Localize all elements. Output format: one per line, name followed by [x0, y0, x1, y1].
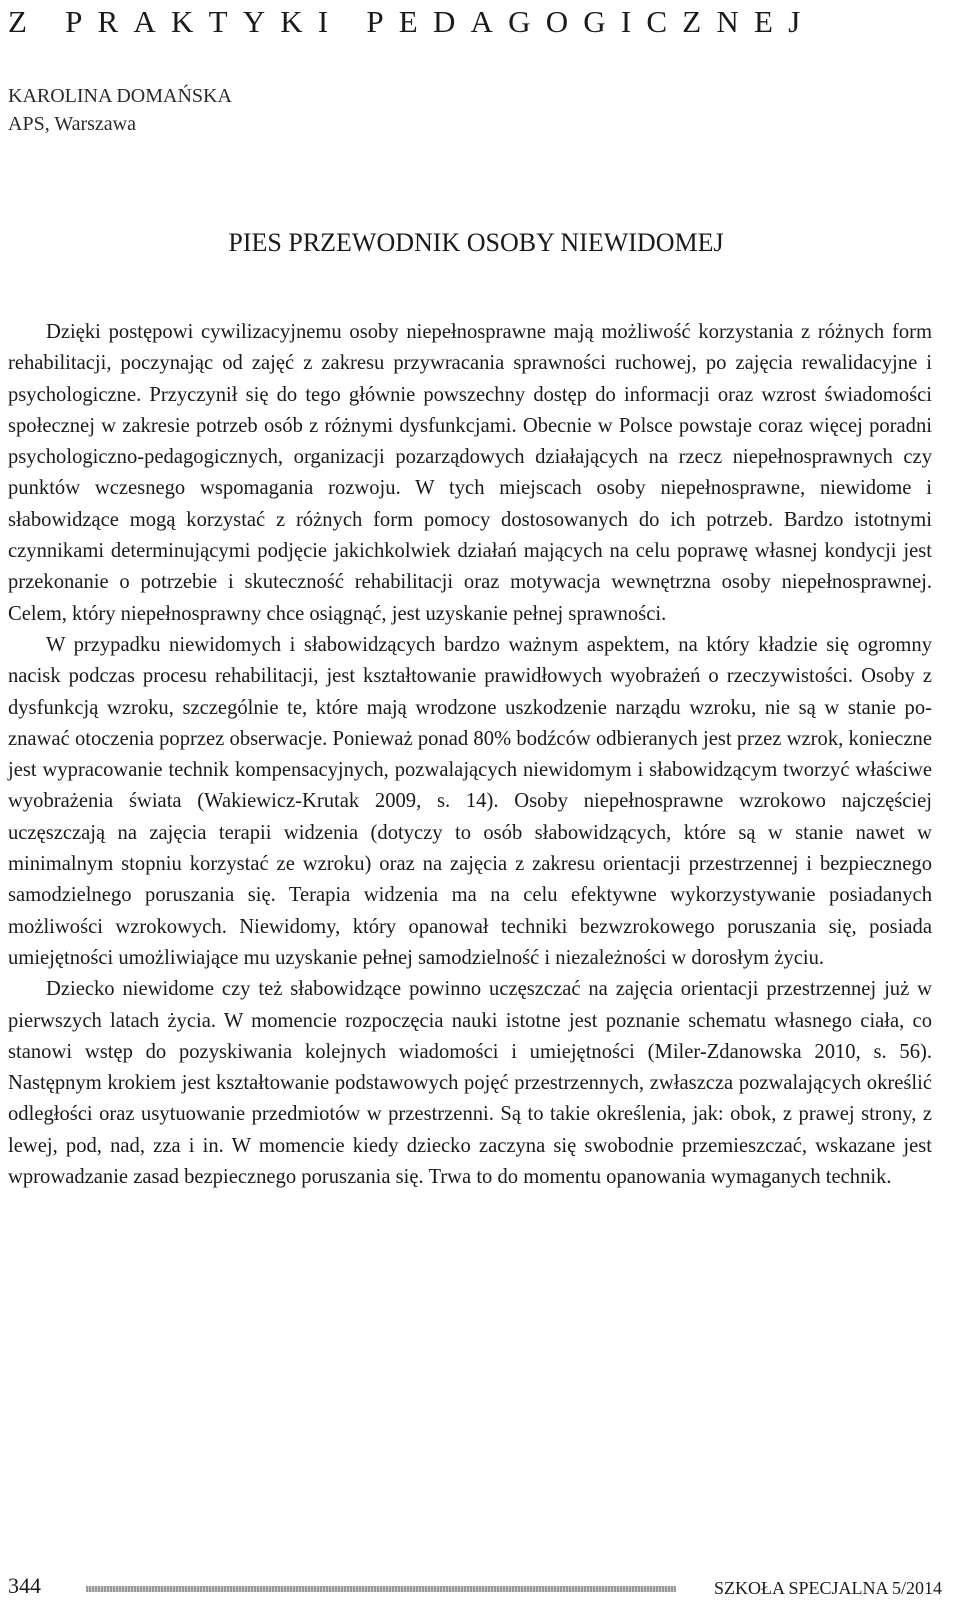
article-body — [8, 317, 932, 1193]
author-block — [8, 82, 232, 138]
paragraph-2: W przypadku niewidomych i słabowidzących bardzo ważnym aspektem, na który kładzie się ogromny nacisk podczas procesu rehabilitacji, jest kształtowanie prawidłowych wyobrażeń o rzeczywistości. Osoby z dysfunkcją wzroku, szczególnie te, które mają wrodzone uszkodzenie narządu wzroku, nie są w stanie poznawać otoczenia poprzez obserwacje. Ponieważ ponad 80% bodźców odbieranych jest przez wzrok, konieczne jest wypracowanie technik kompensacyjnych, pozwalających niewidomym i słabowidzącym tworzyć właściwe wyobrażenia świata (Wakiewicz-Krutak 2009, s. 14). Osoby niepełnosprawne wzrokowo najczęściej uczęszczają na zajęcia terapii widzenia (dotyczy to osób słabowidzących, które są w stanie nawet w minimalnym stopniu korzystać ze wzroku) oraz na zajęcia z zakresu orientacji przestrzennej i bezpiecznego samodzielnego poruszania się. Terapia widzenia ma na celu efektywne wykorzystywanie posiadanych możliwości wzrokowych. Niewidomy, który opanował techniki bezwzrokowego poruszania się, posiada umiejętności umożliwiające mu uzyskanie pełnej samodzielność i niezależności w dorosłym życiu. — [8, 633, 932, 969]
section-header: Z PRAKTYKI PEDAGOGICZNEJ — [8, 4, 816, 39]
footer-divider — [86, 1586, 676, 1592]
author-affiliation: APS, Warszawa — [8, 113, 136, 135]
paragraph-3: Dziecko niewidome czy też słabowidzące powinno uczęszczać na zajęcia orientacji przestrzennej już w pierwszych latach życia. W momencie rozpoczęcia nauki istotne jest poznanie schematu własnego ciała, co stanowi wstęp do pozyskiwania kolejnych wiadomości i umiejętności (Miler-Zdanowska 2010, s. 56). Następnym krokiem jest kształtowanie podstawowych pojęć przestrzennych, zwłaszcza pozwalających określić odległości oraz usytuowanie przedmiotów w przestrzenni. Są to takie określenia, jak: obok, z prawej strony, z lewej, pod, nad, zza i in. W momencie kiedy dziecko zaczyna się swobodnie przemieszczać, wskazane jest wprowadzanie zasad bezpiecznego poruszania się. Trwa to do momentu opanowania wymaganych technik. — [8, 978, 932, 1189]
document-page — [6, 0, 954, 1619]
paragraph-1: Dzięki postępowi cywilizacyjnemu osoby niepełnosprawne mają możliwość korzystania z różnych form rehabilitacji, poczynając od zajęć z zakresu przywracania sprawności ruchowej, po zajęcia rewalidacyjne i psychologiczne. Przyczynił się do tego głównie powszechny dostęp do informacji oraz wzrost świadomości społecznej w zakresie potrzeb osób z różnymi dysfunkcjami. Obecnie w Polsce powstaje coraz więcej poradni psychologiczno-pedagogicznych, organizacji pozarządowych działających na rzecz niepełnosprawnych czy punktów wczesnego wspomagania rozwoju. W tych miejscach osoby niepełnosprawne, niewidome i słabowidzące mogą korzystać z różnych form pomocy dostosowanych do ich potrzeb. Bardzo istotnymi czynnikami determinującymi podjęcie jakichkolwiek działań mających na celu poprawę własnej kondycji jest przekonanie o potrzebie i skuteczność rehabilitacji oraz motywacja wewnętrzna osoby niepełnosprawnej. Celem, który niepełnosprawny chce osiągnąć, jest uzyskanie pełnej sprawności. — [8, 321, 932, 625]
article-title: PIES PRZEWODNIK OSOBY NIEWIDOMEJ — [228, 228, 724, 257]
journal-issue: SZKOŁA SPECJALNA 5/2014 — [713, 1578, 942, 1598]
author-name: KAROLINA DOMAŃSKA — [8, 85, 232, 107]
page-number: 344 — [8, 1573, 41, 1598]
